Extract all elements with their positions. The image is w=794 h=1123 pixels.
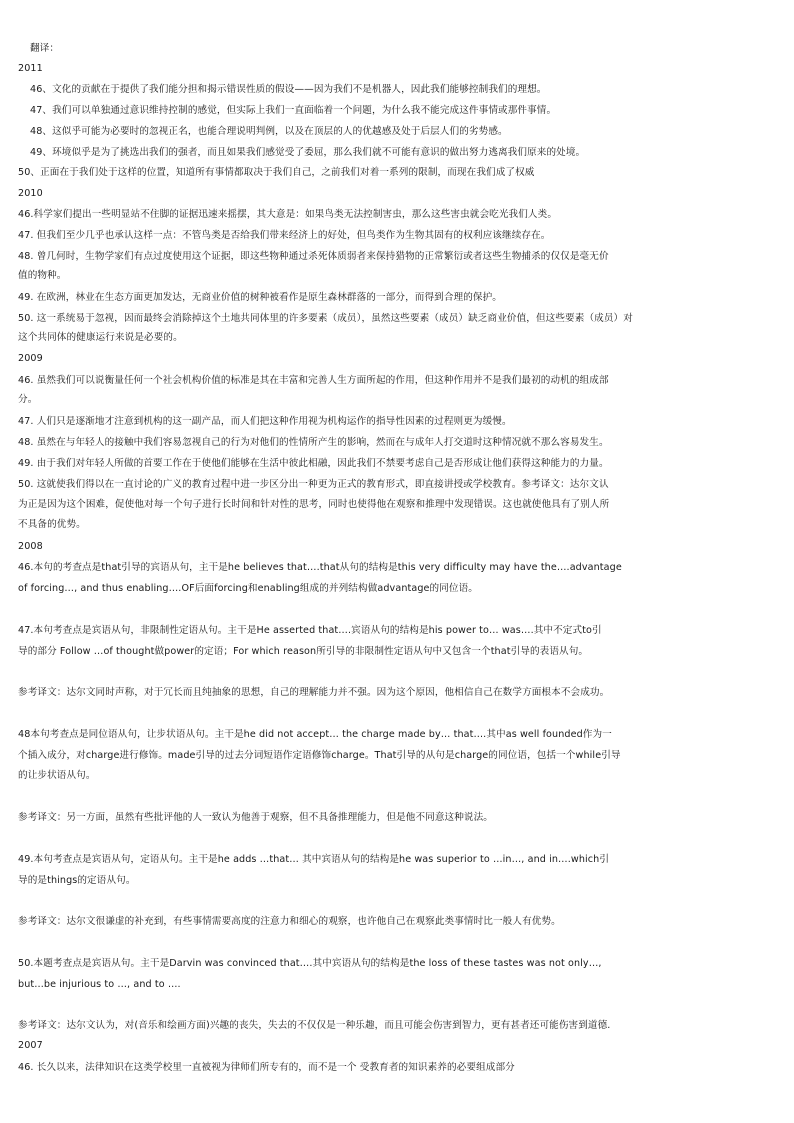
text-line: 导的是things的定语从句。 [18, 875, 136, 886]
reference-translation: 参考译文：达尔文同时声称，对于冗长而且纯抽象的思想，自己的理解能力并不强。因为这个原因，他相信自己在数学方面根本不会成功。 [18, 687, 610, 698]
year-2011: 2011 [18, 63, 43, 74]
text-line: 47. 人们只是逐渐地才注意到机构的这一副产品，而人们把这种作用视为机构运作的指导性因素的过程则更为缓慢。 [18, 416, 512, 427]
reference-translation: 参考译文：达尔文认为，对(音乐和绘画方面)兴趣的丧失，失去的不仅仅是一种乐趣，而且可能会伤害到智力，更有甚者还可能伤害到道德. [18, 1020, 611, 1031]
text-line: 48. 曾几何时，生物学家们有点过度使用这个证据，即这些物种通过杀死体质弱者来保持猎物的正常繁衍或者这些生物捕杀的仅仅是毫无价 [18, 251, 609, 262]
text-line: 不具备的优势。 [18, 519, 86, 530]
text-line: 48、这似乎可能为必要时的忽视正名，也能合理说明判例，以及在顶层的人的优越感及处于后层人们的劣势感。 [30, 126, 508, 137]
year-2008: 2008 [18, 541, 43, 552]
text-line: 49.本句考查点是宾语从句，定语从句。主干是he adds …that… 其中宾语从句的结构是he was superior to …in…, and in….which引 [18, 854, 610, 865]
text-line: 46.科学家们提出一些明显站不住脚的证据迅速来摇摆，其大意是：如果鸟类无法控制害虫，那么这些害虫就会吃光我们人类。 [18, 209, 558, 220]
text-line: 48. 虽然在与年轻人的接触中我们容易忽视自己的行为对他们的性情所产生的影响，然而在与成年人打交道时这种情况就不那么容易发生。 [18, 437, 609, 448]
text-line: 个插入成分，对charge进行修饰。made引导的过去分词短语作定语修饰charge。That引导的从句是charge的同位语，包括一个while引导 [18, 750, 621, 761]
year-2010: 2010 [18, 188, 43, 199]
text-line: 50、正面在于我们处于这样的位置，知道所有事情都取决于我们自己，之前我们对着一系列的限制，而现在我们成了权威 [18, 167, 535, 178]
text-line: 47. 但我们至少几乎也承认这样一点：不管鸟类是否给我们带来经济上的好处，但鸟类作为生物其固有的权利应该继续存在。 [18, 230, 551, 241]
text-line: 值的物种。 [18, 270, 67, 281]
text-line: 46、文化的贡献在于提供了我们能分担和揭示错误性质的假设——因为我们不是机器人，因此我们能够控制我们的理想。 [30, 84, 547, 95]
text-line: 的让步状语从句。 [18, 770, 96, 781]
text-line: 47、我们可以单独通过意识维持控制的感觉，但实际上我们一直面临着一个问题，为什么我不能完成这件事情或那件事情。 [30, 105, 557, 116]
text-line: 49、环境似乎是为了挑选出我们的强者，而且如果我们感觉受了委屈，那么我们就不可能有意识的做出努力逃离我们原来的处境。 [30, 147, 586, 158]
text-line: 50. 这就使我们得以在一直讨论的广义的教育过程中进一步区分出一种更为正式的教育形式，即直接讲授或学校教育。参考译文：达尔文认 [18, 479, 609, 490]
text-line: 48本句考查点是同位语从句，让步状语从句。主干是he did not accept… the charge made by… that….其中as well founded作为一 [18, 729, 612, 740]
reference-translation: 参考译文：另一方面，虽然有些批评他的人一致认为他善于观察，但不具备推理能力，但是他不同意这种说法。 [18, 812, 493, 823]
text-line: 这个共同体的健康运行来说是必要的。 [18, 332, 183, 343]
text-line: 为正是因为这个困难，促使他对每一个句子进行长时间和针对性的思考，同时也使得他在观察和推理中发现错误。这也就使他具有了别人所 [18, 499, 610, 510]
text-line: 导的部分 Follow …of thought做power的定语；For which reason所引导的非限制性定语从句中又包含一个that引导的表语从句。 [18, 646, 589, 657]
text-line: of forcing…, and thus enabling….OF后面forcing和enabling组成的并列结构做advantage的同位语。 [18, 583, 478, 594]
text-line: 46.本句的考查点是that引导的宾语从句，主干是he believes that….that从句的结构是this very difficulty may have the….advantage [18, 562, 622, 573]
text-line: 46. 虽然我们可以说衡量任何一个社会机构价值的标准是其在丰富和完善人生方面所起的作用，但这种作用并不是我们最初的动机的组成部 [18, 375, 609, 386]
year-2007: 2007 [18, 1040, 43, 1051]
text-line: 49. 在欧洲，林业在生态方面更加发达，无商业价值的树种被看作是原生森林群落的一部分，而得到合理的保护。 [18, 292, 503, 303]
reference-translation: 参考译文：达尔文很谦虚的补充到，有些事情需要高度的注意力和细心的观察，也许他自己在观察此类事情时比一般人有优势。 [18, 916, 561, 927]
year-2009: 2009 [18, 353, 43, 364]
text-line: 50. 这一系统易于忽视，因而最终会消除掉这个土地共同体里的许多要素（成员），虽然这些要素（成员）缺乏商业价值，但这些要素（成员）对 [18, 313, 633, 324]
text-line: 50.本题考查点是宾语从句。主干是Darvin was convinced that….其中宾语从句的结构是the loss of these tastes was not only…, [18, 958, 602, 969]
text-line: 49. 由于我们对年轻人所做的首要工作在于使他们能够在生活中彼此相融，因此我们不禁要考虑自己是否形成让他们获得这种能力的力量。 [18, 458, 609, 469]
text-line: 分。 [18, 394, 38, 405]
text-line: 47.本句考查点是宾语从句，非限制性定语从句。主干是He asserted that….宾语从句的结构是his power to… was….其中不定式to引 [18, 625, 602, 636]
text-line: 46. 长久以来，法律知识在这类学校里一直被视为律师们所专有的，而不是一个 受教育者的知识素养的必要组成部分 [18, 1062, 515, 1073]
translation-heading: 翻译： [30, 43, 60, 54]
text-line: but…be injurious to …, and to …. [18, 979, 181, 990]
